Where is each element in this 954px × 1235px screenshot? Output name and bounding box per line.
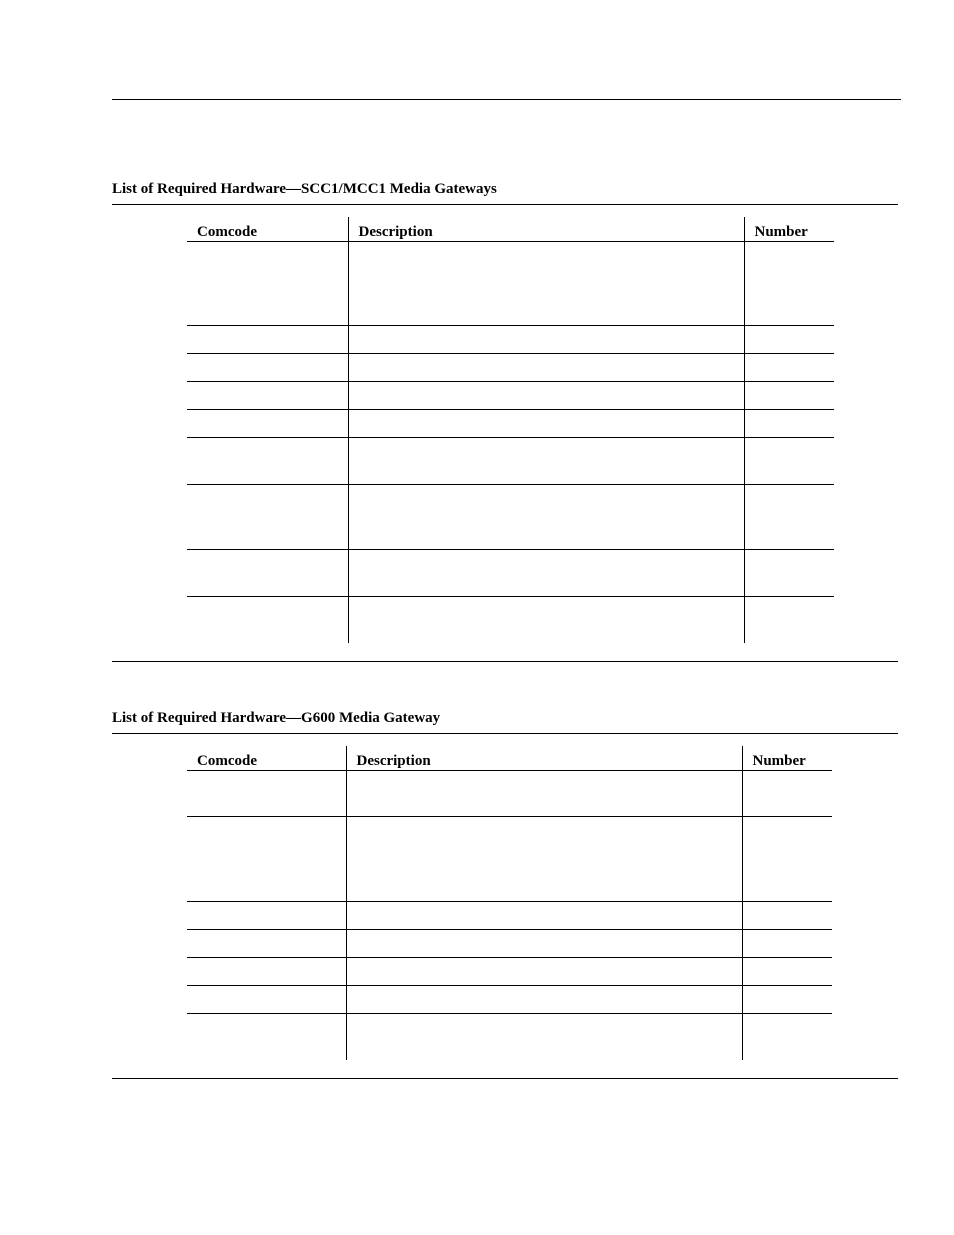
table-row [187,1014,832,1060]
comcode-cell [187,930,346,958]
table-row [187,771,832,817]
number-cell [744,242,834,326]
table-row [187,958,832,986]
section-title-underline [112,204,898,205]
table-row [187,354,834,382]
comcode-cell [187,354,348,382]
description-cell [348,597,744,643]
description-cell [346,817,742,902]
hardware-table-g600 [187,746,832,1060]
comcode-cell [187,382,348,410]
section-end-rule [112,661,898,662]
table-row [187,817,832,902]
comcode-cell [187,485,348,550]
number-cell [744,382,834,410]
comcode-cell [187,242,348,326]
table-row [187,902,832,930]
number-cell [742,986,832,1014]
description-cell [348,242,744,326]
comcode-cell [187,326,348,354]
description-cell [348,382,744,410]
table-row [187,597,834,643]
comcode-cell [187,1014,346,1060]
description-cell [346,1014,742,1060]
table-row [187,986,832,1014]
table-row [187,930,832,958]
number-cell [742,902,832,930]
number-cell [742,1014,832,1060]
number-cell [744,326,834,354]
description-cell [348,485,744,550]
description-cell [346,986,742,1014]
column-header-comcode: Comcode [187,217,348,242]
description-cell [346,958,742,986]
comcode-cell [187,958,346,986]
table-header-row [187,746,832,771]
comcode-cell [187,410,348,438]
section-title-scc1-mcc1: List of Required Hardware—SCC1/MCC1 Media Gateways [112,181,497,197]
comcode-cell [187,771,346,817]
comcode-cell [187,902,346,930]
description-cell [346,902,742,930]
number-cell [744,354,834,382]
number-cell [744,438,834,485]
comcode-cell [187,550,348,597]
description-cell [348,410,744,438]
column-header-comcode: Comcode [187,746,346,771]
table-row [187,242,834,326]
section-end-rule [112,1078,898,1079]
description-cell [346,930,742,958]
section-title-g600: List of Required Hardware—G600 Media Gateway [112,710,441,726]
section-title-underline [112,733,898,734]
description-cell [346,771,742,817]
table-row [187,382,834,410]
column-header-number: Number [742,746,832,771]
table-row [187,410,834,438]
table-row [187,438,834,485]
description-cell [348,354,744,382]
comcode-cell [187,986,346,1014]
comcode-cell [187,438,348,485]
number-cell [742,958,832,986]
table-row [187,550,834,597]
number-cell [744,597,834,643]
column-header-description: Description [348,217,744,242]
number-cell [744,485,834,550]
table-header-row [187,217,834,242]
table-row [187,326,834,354]
number-cell [742,930,832,958]
column-header-number: Number [744,217,834,242]
number-cell [744,550,834,597]
hardware-table-scc1-mcc1 [187,217,834,643]
number-cell [742,771,832,817]
number-cell [744,410,834,438]
page-header-rule [112,99,901,100]
description-cell [348,326,744,354]
number-cell [742,817,832,902]
description-cell [348,438,744,485]
comcode-cell [187,597,348,643]
comcode-cell [187,817,346,902]
column-header-description: Description [346,746,742,771]
table-row [187,485,834,550]
description-cell [348,550,744,597]
